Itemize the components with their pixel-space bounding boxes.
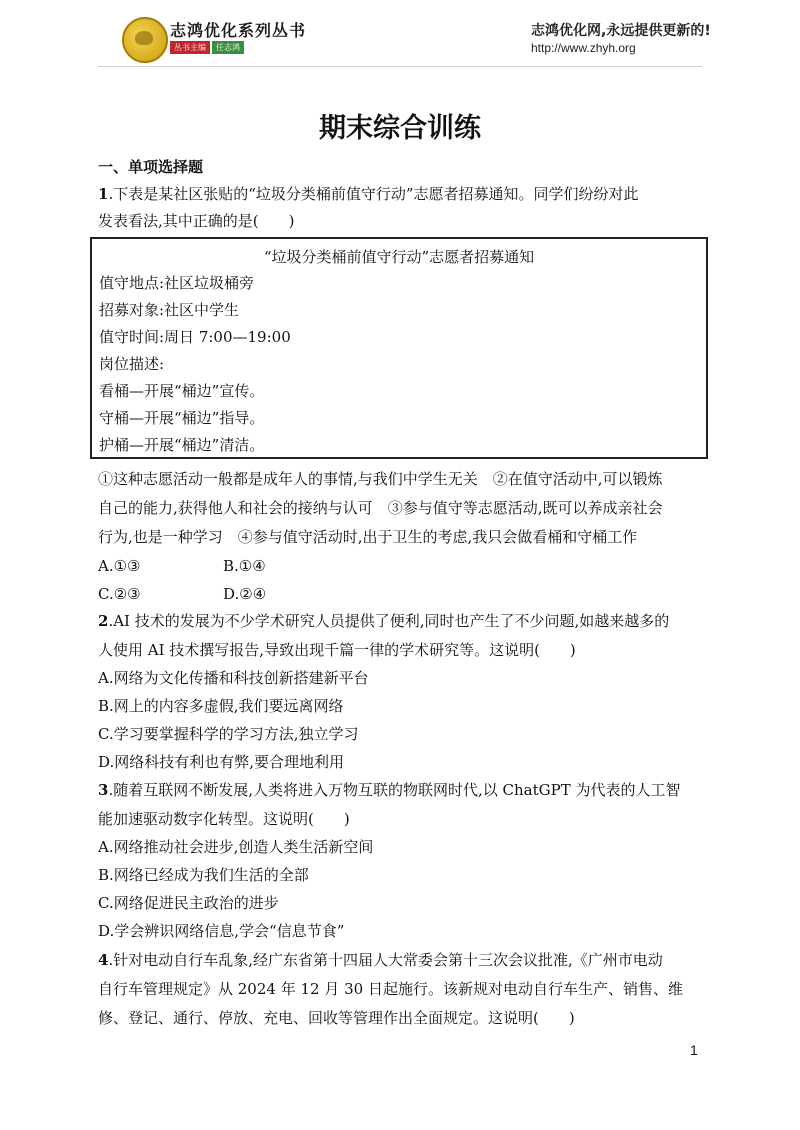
question-2-option-d[interactable]: D.网络科技有利也有弊,要合理地利用 xyxy=(98,753,345,771)
question-3-number: 3 xyxy=(98,781,109,799)
badge-name: 任志鸿 xyxy=(212,41,244,54)
badge-label: 丛书主编 xyxy=(170,41,210,54)
notice-duty-protect: 护桶—开展“桶边”清洁。 xyxy=(99,436,265,454)
notice-title: “垃圾分类桶前值守行动”志愿者招募通知 xyxy=(263,248,535,266)
question-4-line-1: 4.针对电动自行车乱象,经广东省第十四届人大常委会第十三次会议批准,《广州市电动 xyxy=(98,951,663,969)
publisher-logo-icon xyxy=(122,17,168,63)
question-2-option-a[interactable]: A.网络为文化传播和科技创新搭建新平台 xyxy=(98,669,369,687)
page-header xyxy=(0,0,800,68)
question-3-line-1: 3.随着互联网不断发展,人类将进入万物互联的物联网时代,以 ChatGPT 为代表的人工智 xyxy=(98,781,681,799)
notice-box xyxy=(90,237,708,459)
question-1-statement-1: ①这种志愿活动一般都是成年人的事情,与我们中学生无关 ②在值守活动中,可以锻炼 xyxy=(98,470,663,488)
question-1-option-d[interactable]: D.②④ xyxy=(223,585,267,603)
question-3-line-2: 能加速驱动数字化转型。这说明( ) xyxy=(98,810,350,828)
question-1-number: 1 xyxy=(98,185,109,203)
series-name: 志鸿优化系列丛书 xyxy=(170,21,307,40)
question-4-number: 4 xyxy=(98,951,109,969)
notice-duty-watch: 看桶—开展“桶边”宣传。 xyxy=(99,382,265,400)
question-2-line-2: 人使用 AI 技术撰写报告,导致出现千篇一律的学术研究等。这说明( ) xyxy=(98,641,576,659)
question-1-line-1: 1.下表是某社区张贴的“垃圾分类桶前值守行动”志愿者招募通知。同学们纷纷对此 xyxy=(98,185,639,203)
question-2-option-b[interactable]: B.网上的内容多虚假,我们要远离网络 xyxy=(98,697,344,715)
question-2-option-c[interactable]: C.学习要掌握科学的学习方法,独立学习 xyxy=(98,725,359,743)
notice-target: 招募对象:社区中学生 xyxy=(99,301,240,319)
question-3-option-c[interactable]: C.网络促进民主政治的进步 xyxy=(98,894,279,912)
question-4-line-3: 修、登记、通行、停放、充电、回收等管理作出全面规定。这说明( ) xyxy=(98,1009,575,1027)
notice-duty-guard: 守桶—开展“桶边”指导。 xyxy=(99,409,265,427)
question-2-line-1: 2.AI 技术的发展为不少学术研究人员提供了便利,同时也产生了不少问题,如越来越多的 xyxy=(98,612,670,630)
header-url[interactable]: http://www.zhyh.org xyxy=(531,41,636,55)
question-1-statement-2: 自己的能力,获得他人和社会的接纳与认可 ③参与值守等志愿活动,既可以养成亲社会 xyxy=(98,499,663,517)
question-2-number: 2 xyxy=(98,612,109,630)
section-heading: 一、单项选择题 xyxy=(98,158,204,176)
notice-time: 值守时间:周日 7:00—19:00 xyxy=(99,328,291,346)
page-number: 1 xyxy=(690,1042,698,1058)
header-slogan: 志鸿优化网,永远提供更新的! xyxy=(531,23,711,39)
notice-location: 值守地点:社区垃圾桶旁 xyxy=(99,274,255,292)
question-1-statement-3: 行为,也是一种学习 ④参与值守活动时,出于卫生的考虑,我只会做看桶和守桶工作 xyxy=(98,528,638,546)
question-1-option-c[interactable]: C.②③ xyxy=(98,585,141,603)
question-1-option-b[interactable]: B.①④ xyxy=(223,557,266,575)
question-3-option-a[interactable]: A.网络推动社会进步,创造人类生活新空间 xyxy=(98,838,374,856)
question-3-option-b[interactable]: B.网络已经成为我们生活的全部 xyxy=(98,866,309,884)
question-1-line-2: 发表看法,其中正确的是( ) xyxy=(98,212,295,230)
editor-badges xyxy=(170,41,244,54)
header-divider xyxy=(98,66,702,67)
question-3-option-d[interactable]: D.学会辨识网络信息,学会“信息节食” xyxy=(98,922,345,940)
question-1-option-a[interactable]: A.①③ xyxy=(98,557,141,575)
notice-duty-heading: 岗位描述: xyxy=(99,355,165,373)
question-4-line-2: 自行车管理规定》从 2024 年 12 月 30 日起施行。该新规对电动自行车生产、销售、维 xyxy=(98,980,683,998)
page-title: 期末综合训练 xyxy=(319,113,481,144)
